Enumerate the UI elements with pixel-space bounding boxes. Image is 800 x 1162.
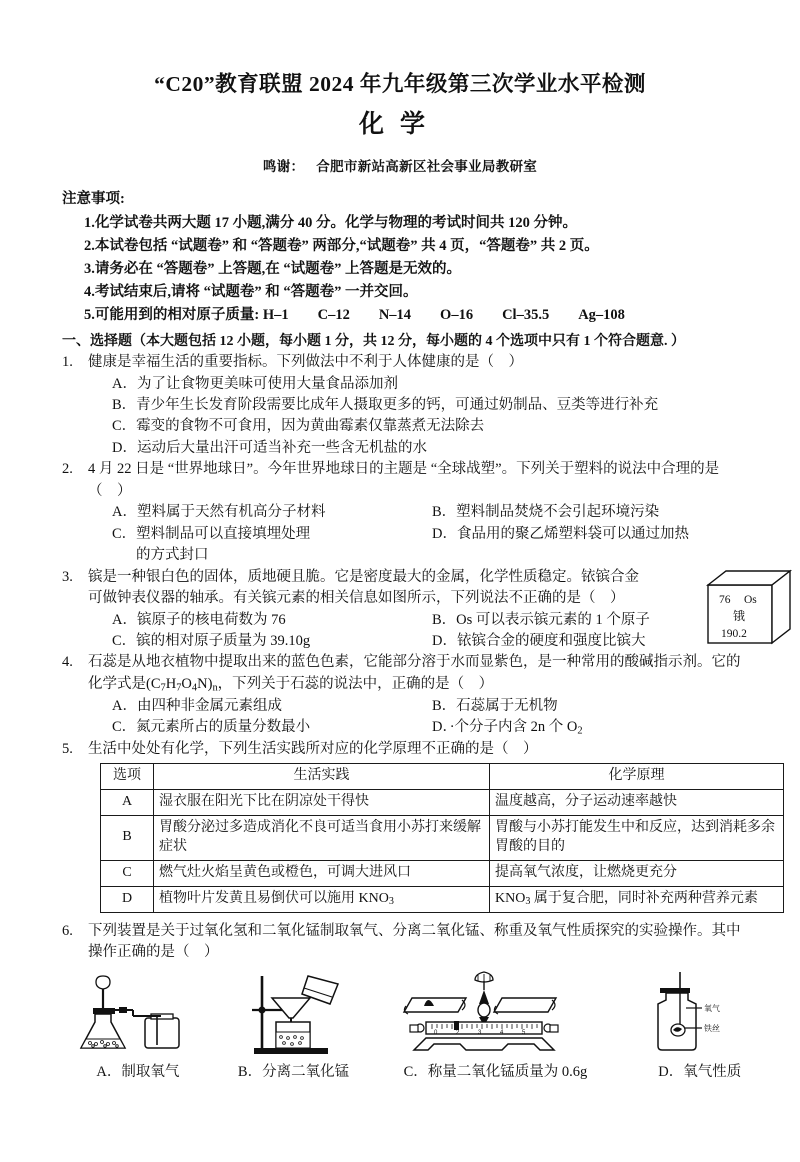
svg-text:0: 0 [434,1029,438,1036]
label-iron-wire: 铁丝 [703,1023,720,1033]
notice-heading: 注意事项: [62,190,125,207]
option-d[interactable]: D．·个分子内含 2n 个 $O_2$ [432,719,583,737]
row-practice: 燃气灶火焰呈黄色或橙色，可调大进风口 [154,860,490,886]
question-stem-cont [62,674,748,696]
question-3 [0,567,800,653]
row-principle: 胃酸与小苏打能发生中和反应，达到消耗多余胃酸的目的 [490,816,784,861]
row-principle: 提高氧气浓度，让燃烧更充分 [490,860,784,886]
element-mass: 190.2 [721,627,747,640]
credit-label: 鸣谢： [262,158,305,174]
question-stem: 镔是一种银白色的固体，质地硬且脆。它是密度最大的金属，化学性质稳定。铱镔合金 [88,568,639,585]
balance-apparatus-icon [400,970,590,1056]
svg-text:4: 4 [500,1029,504,1036]
question-stem: 4 月 22 日是 “世界地球日”。今年世界地球日的主题是 “全球战塑”。下列关于塑料的说法中合理的是 [88,461,720,478]
option-b[interactable]: B．Os 可以表示镔元素的 1 个原子 [432,611,650,628]
question-4 [0,652,800,738]
question-stem-cont: （ ） [88,482,132,499]
column-header-practice: 生活实践 [154,764,490,790]
option-c[interactable]: C．镔的相对原子质量为 39.10g [112,633,311,650]
element-atomic-number: 76 [719,593,731,606]
option-list [62,374,748,460]
formula-suffix: ，下列关于石蕊的说法中，正确的是（ ） [217,675,494,692]
page-title: “C20”教育联盟 2024 年九年级第三次学业水平检测 [154,72,646,96]
element-symbol: Os [744,593,757,606]
apparatus-option-b[interactable] [216,970,372,1081]
formula-prefix: 化学式是 [88,675,146,692]
question-stem-cont: 可做钟表仪器的轴承。有关镔元素的相关信息如图所示，下列说法不正确的是（ ） [88,590,625,607]
option-b[interactable]: B．青少年生长发育阶段需要比成年人摄取更多的钙，可通过奶制品、豆类等进行补充 [112,397,659,414]
apparatus-caption-a: A．制取氧气 [96,1063,180,1080]
credit-text: 合肥市新站高新区社会事业局教研室 [316,158,538,174]
apparatus-option-c[interactable] [371,970,619,1081]
svg-text:3: 3 [478,1029,482,1036]
apparatus-option-a[interactable] [60,970,216,1081]
question-stem: 生活中处处有化学，下列生活实践所对应的化学原理不正确的是（ ） [88,740,538,757]
exam-paper-page [0,72,800,1162]
apparatus-caption-d: D．氧气性质 [658,1063,742,1080]
option-a[interactable]: A．塑料属于天然有机高分子材料 [112,504,326,521]
oxygen-generation-apparatus-icon [73,972,203,1056]
notice-item: 1.化学试卷共两大题 17 小题,满分 40 分。化学与物理的考试时间共 120 分钟。 [84,215,577,232]
question-stem: 石蕊是从地衣植物中提取出来的蓝色色素，它能部分溶于水而显紫色，是一种常用的酸碱指示剂。它的 [88,654,741,671]
question-1 [0,352,800,459]
row-principle: $KNO_3$ 属于复合肥，同时补充两种营养元素 [490,886,784,912]
apparatus-caption-c: C．称量二氧化锰质量为 0.6g [403,1063,588,1080]
question-stem: 下列装置是关于过氧化氢和二氧化锰制取氧气、分离二氧化锰、称重及氧气性质探究的实验操作。其中 [88,922,741,939]
question-number: 5. [62,740,73,757]
row-practice: 植物叶片发黄且易倒伏可以施用 $KNO_3$ [154,886,490,912]
notice-item: 3.请务必在 “答题卷” 上答题,在 “试题卷” 上答题是无效的。 [84,261,461,278]
column-header-option: 选项 [101,764,154,790]
svg-text:2: 2 [456,1029,460,1036]
row-option[interactable]: B [101,816,154,861]
notice-item: 2.本试卷包括 “试题卷” 和 “答题卷” 两部分,“试题卷” 共 4 页，“答题卷” 共 2 页。 [84,238,599,255]
column-header-principle: 化学原理 [490,764,784,790]
label-oxygen: 氧气 [703,1003,720,1013]
table-row [101,816,784,861]
notice-item: 5.可能用到的相对原子质量: H–1 C–12 N–14 O–16 Cl–35.5 Ag–108 [84,306,625,323]
paper-header [0,72,800,175]
option-d[interactable]: D．食品用的聚乙烯塑料袋可以通过加热 [432,525,689,542]
apparatus-caption-b: B．分离二氧化锰 [237,1063,350,1080]
row-principle: 温度越高，分子运动速率越快 [490,790,784,816]
notice-list [62,212,744,327]
credit-line [0,155,800,175]
litmus-formula: $(C_7H_7O_4N)_n$ [146,675,218,694]
row-practice: 湿衣服在阳光下比在阴凉处干得快 [154,790,490,816]
option-b[interactable]: B．石蕊属于无机物 [432,697,558,714]
question-5 [0,739,800,760]
table-row [101,886,784,912]
question-stem: 健康是幸福生活的重要指标。下列做法中不利于人体健康的是（ ） [88,354,523,371]
question-stem-cont: 操作正确的是（ ） [88,944,219,961]
option-d[interactable]: D．运动后大量出汗可适当补充一些含无机盐的水 [112,439,427,456]
practice-principle-table [100,763,784,912]
subject-title: 化学 [358,110,441,138]
question-number: 1. [62,354,73,371]
question-number: 3. [62,568,73,585]
table-row [101,790,784,816]
question-number: 4. [62,654,73,671]
option-c[interactable]: C．塑料制品可以直接填埋处理 [112,525,311,542]
option-list [62,502,748,566]
row-option[interactable]: D [101,886,154,912]
notice-section [0,189,800,327]
table-row [101,860,784,886]
apparatus-row [0,970,800,1081]
option-list [62,696,748,739]
row-option[interactable]: A [101,790,154,816]
option-c[interactable]: C．霉变的食物不可食用，因为黄曲霉素仅靠蒸煮无法除去 [112,418,485,435]
section-header-multiple-choice: 一、选择题（本大题包括 12 小题，每小题 1 分，共 12 分，每小题的 4 个选项中只有 1 个符合题意. ） [62,333,685,349]
row-practice: 胃酸分泌过多造成消化不良可适当食用小苏打来缓解症状 [154,816,490,861]
oxygen-property-apparatus-icon [640,970,760,1056]
apparatus-option-d[interactable] [619,970,780,1081]
option-list [62,610,748,653]
option-b[interactable]: B．塑料制品焚烧不会引起环境污染 [432,504,660,521]
question-2 [0,459,800,566]
option-d[interactable]: D．铱镔合金的硬度和强度比镔大 [432,633,646,650]
svg-text:5: 5 [522,1029,526,1036]
element-cube-icon [702,567,794,649]
option-c[interactable]: C．氮元素所占的质量分数最小 [112,719,311,736]
notice-item: 4.考试结束后,请将 “试题卷” 和 “答题卷” 一并交回。 [84,284,418,301]
osmium-element-card [702,567,794,649]
practice-principle-table-wrap [0,763,800,912]
option-a[interactable]: A．镔原子的核电荷数为 76 [112,611,286,628]
question-number: 2. [62,461,73,478]
row-option[interactable]: C [101,860,154,886]
question-number: 6. [62,922,73,939]
option-c-continuation[interactable]: 的方式封口 [136,547,209,564]
option-a[interactable]: A．为了让食物更美味可使用大量食品添加剂 [112,375,398,392]
element-name: 锇 [733,608,746,623]
question-6 [0,921,800,964]
table-header-row [101,764,784,790]
option-a[interactable]: A．由四种非金属元素组成 [112,697,282,714]
filtration-apparatus-icon [234,970,354,1056]
